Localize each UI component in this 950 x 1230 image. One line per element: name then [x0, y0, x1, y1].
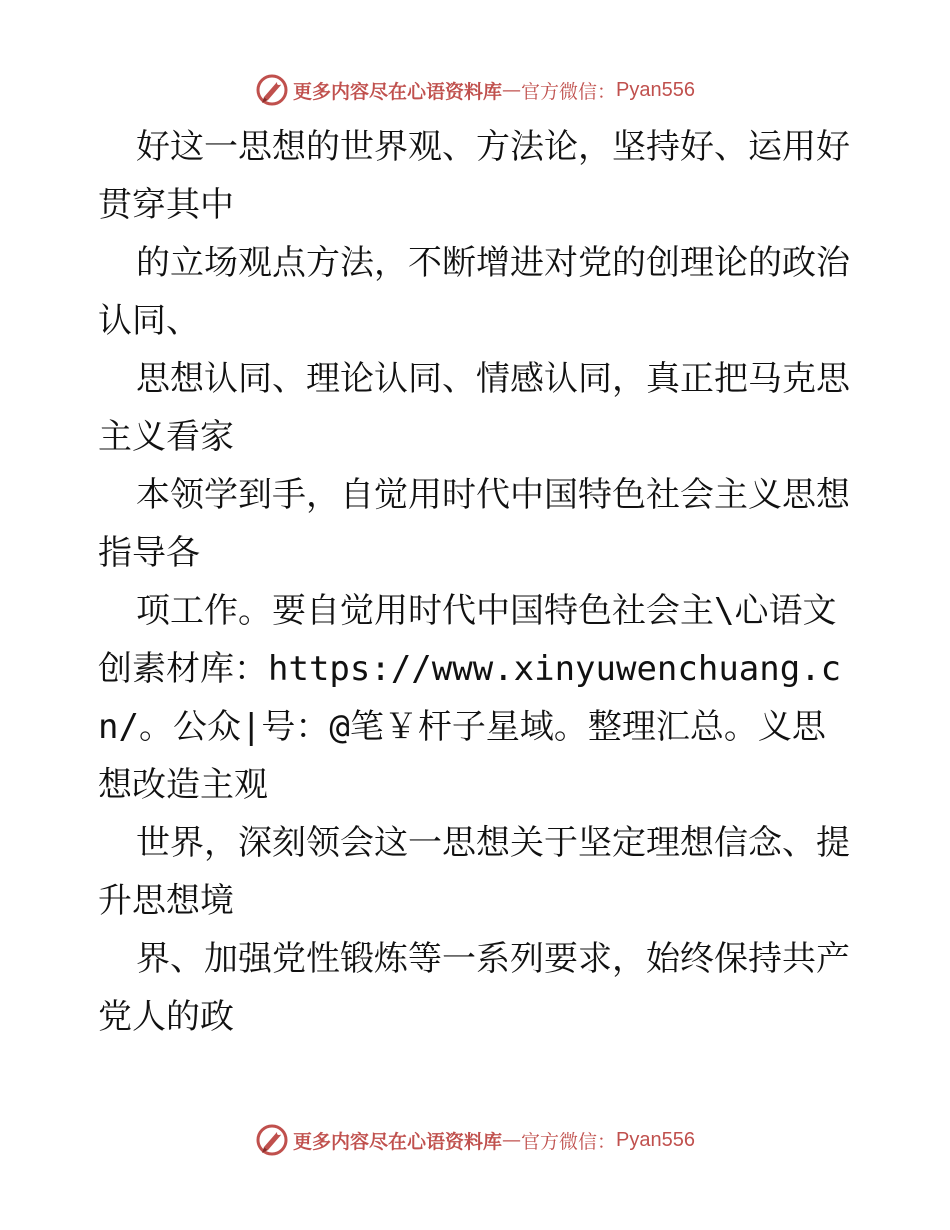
pen-in-circle-icon — [255, 73, 289, 107]
paragraph-1: 好这一思想的世界观、方法论，坚持好、运用好贯穿其中 — [98, 127, 850, 225]
header-watermark-inner — [255, 73, 695, 107]
header-brand-text: 更多内容尽在心语资料库 — [293, 80, 503, 103]
header-wechat-id: Pyan556 — [616, 78, 695, 101]
footer-official-label: 官方微信： — [521, 1130, 617, 1153]
paragraph-5: 项工作。要自觉用时代中国特色社会主\心语文创素材库：https://www.xinyuwenchuang.cn/。公众|号：@笔￥杆子星域。整理汇总。义思想改造主观 — [98, 591, 842, 805]
footer-watermark — [0, 1120, 950, 1160]
footer-wechat-id: Pyan556 — [616, 1128, 695, 1151]
pen-in-circle-icon — [255, 1123, 289, 1157]
paragraph-2: 的立场观点方法，不断增进对党的创理论的政治认同、 — [98, 243, 850, 341]
document-body — [98, 118, 858, 1046]
paragraph-7: 界、加强党性锻炼等一系列要求，始终保持共产党人的政 — [98, 939, 850, 1037]
footer-dash: — — [502, 1129, 522, 1151]
footer-watermark-inner — [255, 1123, 695, 1157]
paragraph-6: 世界，深刻领会这一思想关于坚定理想信念、提升思想境 — [98, 823, 850, 921]
header-official-label: 官方微信： — [521, 80, 617, 103]
paragraph-3: 思想认同、理论认同、情感认同，真正把马克思主义看家 — [98, 359, 850, 457]
footer-brand-text: 更多内容尽在心语资料库 — [293, 1130, 503, 1153]
header-watermark — [0, 70, 950, 110]
header-dash: — — [502, 79, 522, 101]
paragraph-4: 本领学到手，自觉用时代中国特色社会主义思想指导各 — [98, 475, 850, 573]
